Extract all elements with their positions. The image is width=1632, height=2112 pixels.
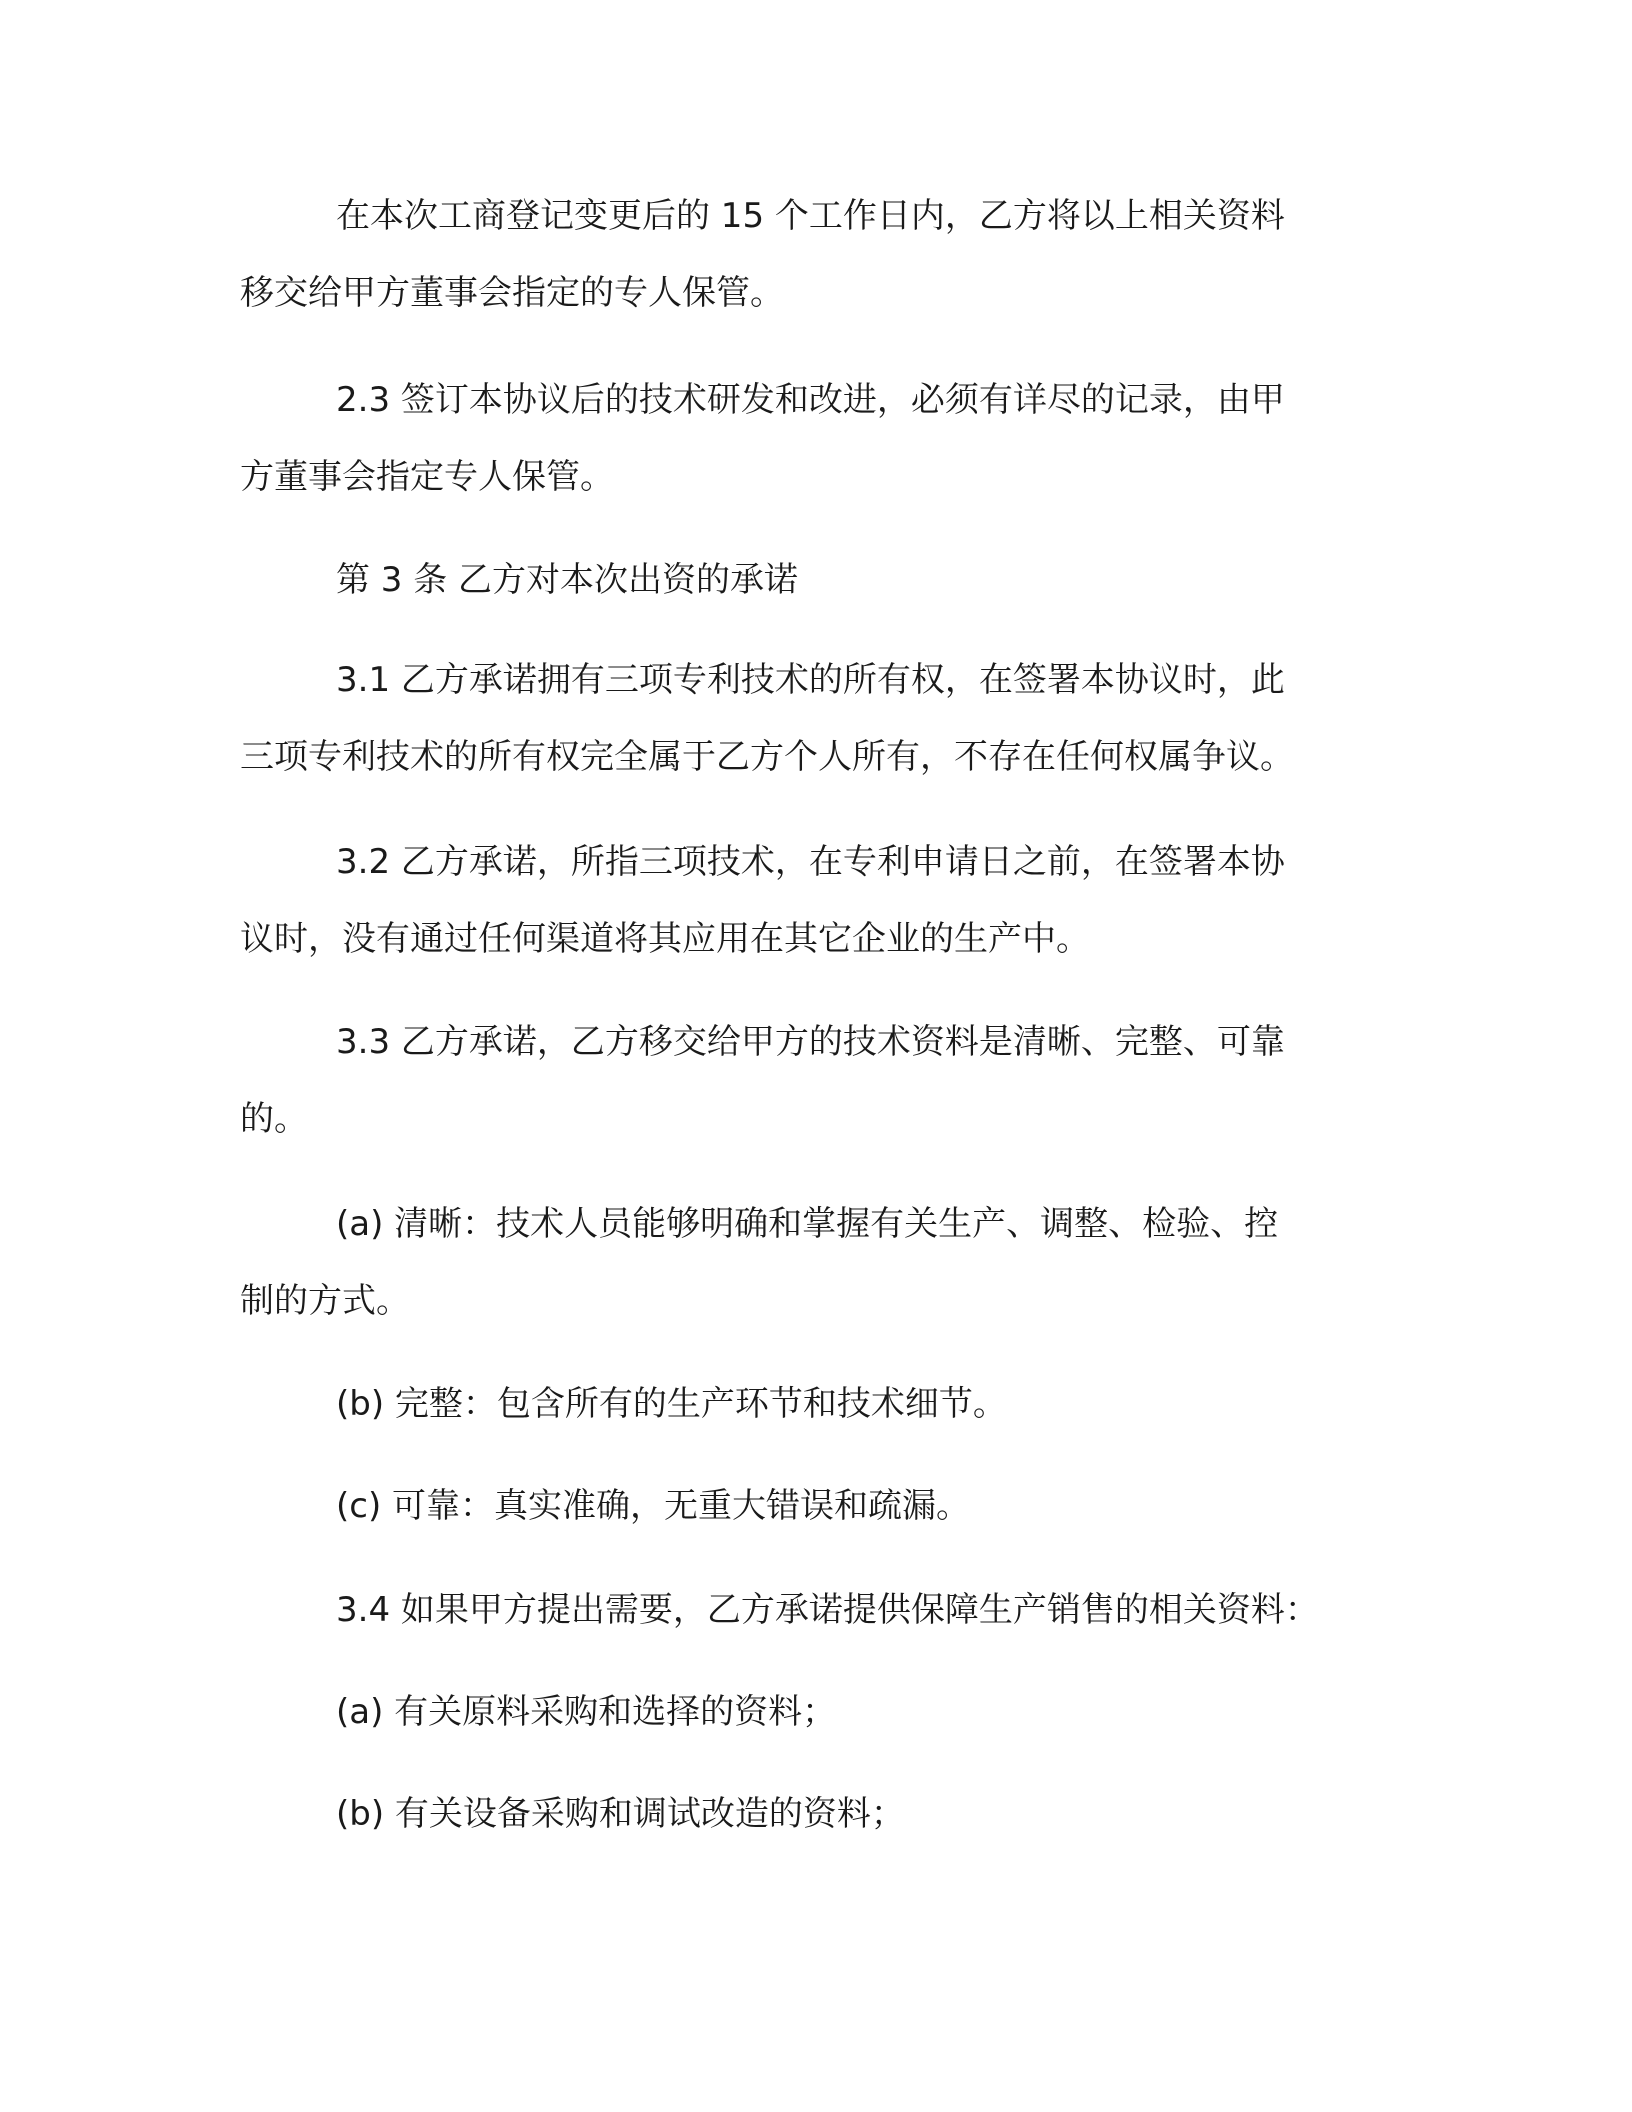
paragraph-2-3 <box>240 362 1440 516</box>
paragraph-line: 3.1 乙方承诺拥有三项专利技术的所有权，在签署本协议时，此 <box>336 660 1285 700</box>
paragraph-transfer-deadline <box>240 178 1440 332</box>
paragraph-3-3 <box>240 1004 1440 1158</box>
paragraph-line: 3.2 乙方承诺，所指三项技术，在专利申请日之前，在签署本协 <box>336 842 1285 882</box>
paragraph-3-1 <box>240 642 1440 796</box>
paragraph-line: 3.3 乙方承诺，乙方移交给甲方的技术资料是清晰、完整、可靠 <box>336 1022 1285 1062</box>
paragraph-3-2 <box>240 824 1440 978</box>
paragraph-line: 3.4 如果甲方提出需要，乙方承诺提供保障生产销售的相关资料： <box>336 1590 1319 1630</box>
paragraph-line: (c) 可靠：真实准确，无重大错误和疏漏。 <box>336 1486 971 1526</box>
paragraph-line: (a) 清晰：技术人员能够明确和掌握有关生产、调整、检验、控 <box>336 1204 1279 1244</box>
item-b-complete <box>240 1366 1440 1443</box>
paragraph-line: (b) 有关设备采购和调试改造的资料； <box>336 1794 905 1834</box>
paragraph-line: 议时，没有通过任何渠道将其应用在其它企业的生产中。 <box>240 919 1090 959</box>
paragraph-3-4 <box>240 1572 1440 1649</box>
paragraph-line: 三项专利技术的所有权完全属于乙方个人所有，不存在任何权属争议。 <box>240 737 1294 777</box>
article-3-heading <box>240 542 1440 619</box>
item-b-equipment <box>240 1776 1440 1853</box>
paragraph-line: (a) 有关原料采购和选择的资料； <box>336 1692 837 1732</box>
item-c-reliable <box>240 1468 1440 1545</box>
paragraph-line: 方董事会指定专人保管。 <box>240 457 614 497</box>
paragraph-line: (b) 完整：包含所有的生产环节和技术细节。 <box>336 1384 1007 1424</box>
item-a-clear <box>240 1186 1440 1340</box>
paragraph-line: 的。 <box>240 1099 308 1139</box>
heading-line: 第 3 条 乙方对本次出资的承诺 <box>336 560 799 600</box>
paragraph-line: 2.3 签订本协议后的技术研发和改进，必须有详尽的记录，由甲 <box>336 380 1285 420</box>
paragraph-line: 制的方式。 <box>240 1281 410 1321</box>
paragraph-line: 移交给甲方董事会指定的专人保管。 <box>240 273 784 313</box>
paragraph-line: 在本次工商登记变更后的 15 个工作日内，乙方将以上相关资料 <box>336 196 1285 236</box>
item-a-materials <box>240 1674 1440 1751</box>
